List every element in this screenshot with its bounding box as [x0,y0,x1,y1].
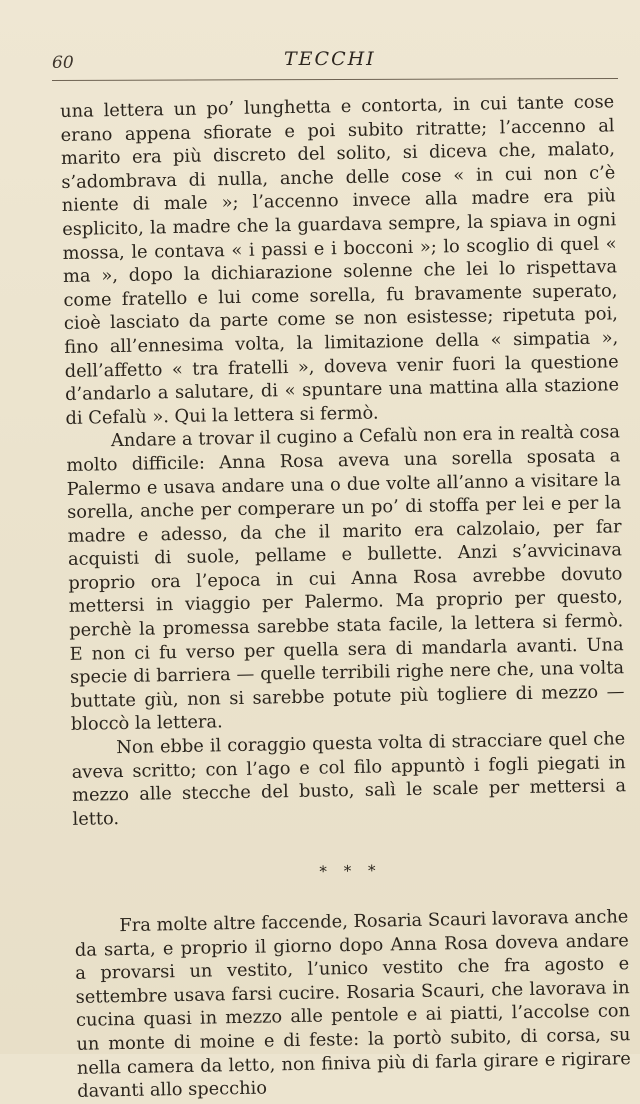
main-text [60,90,631,1103]
separator-text: * * * [319,861,382,881]
running-title: TECCHI [284,48,376,70]
section-separator [73,856,627,889]
page-number: 60 [52,53,74,73]
page-header [52,48,628,78]
paragraph-letter-hidden: Non ebbe il coraggio questa volta di stracciare quel che aveva scritto; con l’ago e col filo appuntò i fogli piegati in mezzo alle stecche del busto, salì le scale per mettersi a letto. [71,728,627,830]
paragraph-visit-cousin: Andare a trovar il cugino a Cefalù non era in realtà cosa molto difficile: Anna Rosa aveva una sorella sposata a Palermo e usava andare una o due volte all’anno a visitare la sorella, anche per comperare un po’ di stoffa per lei e per la madre e adesso, da che il marito era calzolaio, per far acquisti di suole, pellame e bullette. Anzi s’avvicinava proprio ora l’epoca in cui Anna Rosa avrebbe dovuto mettersi in viaggio per Palermo. Ma proprio per questo, perchè la promessa sarebbe stata facile, la lettera si fermò. E non ci fu verso per quella sera di mandarla avanti. Una specie di barriera — quelle terribili righe nere che, una volta buttate giù, non si sarebbe potute più togliere di mezzo — bloccò la lettera. [66,421,625,736]
paragraph-continuation: una lettera un po’ lunghetta e contorta, in cui tante cose erano appena sfiorate e poi subito ritratte; l’accenno al marito era più discreto del solito, si diceva che, malato, s’adombrava di nulla, anche delle cose « in cui non c’è niente di male »; l’accenno invece alla madre era più esplicito, la madre che la guardava sempre, la spiava in ogni mossa, le contava « i passi e i bocconi »; lo scoglio di quel « ma », dopo la dichiarazione solenne che lei lo rispettava come fratello e lui come sorella, fu bravamente superato, cioè lasciato da parte come se non esistesse; ripetuta poi, fino all’ennesima volta, la limitazione della « simpatia », dell’affetto « tra fratelli », doveva venir fuori la questione d’andarlo a salutare, di « spuntare una mattina alla stazione di Cefalù ». Qui la lettera si fermò. [60,91,620,429]
paragraph-rosaria-scauri: Fra molte altre faccende, Rosaria Scauri lavorava anche da sarta, e proprio il giorno dopo Anna Rosa doveva andare a provarsi un vestito, l’unico vestito che fra agosto e settembre usava farsi cucire. Rosaria Scauri, che lavorava in cucina quasi in mezzo alle pentole e ai piatti, l’accolse con un monte di moine e di feste: la portò subito, di corsa, su nella camera da letto, non finiva più di farla girare e rigirare davanti allo specchio [74,906,631,1103]
header-rule [52,78,618,81]
